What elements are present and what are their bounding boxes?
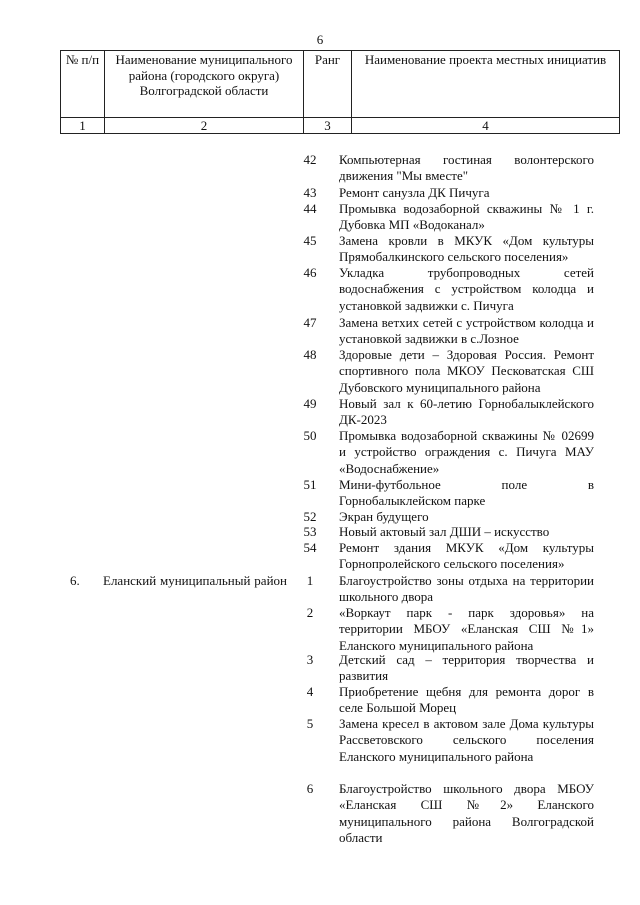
- rank-cell: 4: [306, 684, 314, 699]
- rank-cell: 47: [303, 315, 317, 330]
- page-number: 6: [316, 32, 324, 47]
- rank-cell: 46: [303, 265, 317, 280]
- rank-cell: 50: [303, 428, 317, 443]
- project-cell: Новый зал к 60-летию Горнобалыклейского ДК-2023: [339, 396, 594, 428]
- rank-cell: 49: [303, 396, 317, 411]
- project-cell: Замена кресел в актовом зале Дома культуры Рассветовского сельского поселения Еланского муниципального района: [339, 716, 594, 764]
- rank-cell: 3: [306, 652, 314, 667]
- project-cell: Ремонт здания МКУК «Дом культуры Горнопролейского сельского поселения»: [339, 540, 594, 572]
- project-cell: Мини-футбольное поле в Горнобалыклейском парке: [339, 477, 594, 509]
- rank-cell: 44: [303, 201, 317, 216]
- rank-cell: 54: [303, 540, 317, 555]
- header-column-index-4: 4: [352, 118, 620, 134]
- header-project-column: Наименование проекта местных инициатив: [352, 51, 620, 118]
- rank-cell: 6: [306, 781, 314, 796]
- project-cell: Замена ветхих сетей с устройством колодца и установкой задвижки в с.Лозное: [339, 315, 594, 347]
- district-cell: Еланский муниципальный район: [103, 573, 287, 588]
- project-cell: Экран будущего: [339, 509, 429, 524]
- project-cell: Замена кровли в МКУК «Дом культуры Прямобалкинского сельского поселения»: [339, 233, 594, 265]
- rank-cell: 5: [306, 716, 314, 731]
- header-district-column: Наименование муниципального района (городского округа) Волгоградской области: [105, 51, 304, 118]
- rank-cell: 42: [303, 152, 317, 167]
- project-cell: Приобретение щебня для ремонта дорог в селе Большой Морец: [339, 684, 594, 716]
- project-cell: «Воркаут парк - парк здоровья» на территории МБОУ «Еланская СШ №1» Еланского муниципального района: [339, 605, 594, 653]
- header-column-index-2: 2: [105, 118, 304, 134]
- header-number-column: № п/п: [61, 51, 105, 118]
- rank-cell: 45: [303, 233, 317, 248]
- project-cell: Компьютерная гостиная волонтерского движения "Мы вместе": [339, 152, 594, 184]
- rank-cell: 51: [303, 477, 317, 492]
- rank-cell: 53: [303, 524, 317, 539]
- rank-cell: 43: [303, 185, 317, 200]
- rank-cell: 2: [306, 605, 314, 620]
- rank-cell: 1: [306, 573, 314, 588]
- project-cell: Укладка трубопроводных сетей водоснабжения с устройством колодца и установкой задвижки с. Пичуга: [339, 265, 594, 313]
- rank-cell: 52: [303, 509, 317, 524]
- row-number-cell: 6.: [70, 573, 80, 588]
- project-cell: Ремонт санузла ДК Пичуга: [339, 185, 490, 200]
- header-column-index-3: 3: [304, 118, 352, 134]
- project-cell: Благоустройство зоны отдыха на территории школьного двора: [339, 573, 594, 605]
- project-cell: Новый актовый зал ДШИ – искусство: [339, 524, 550, 539]
- project-cell: Промывка водозаборной скважины № 02699 и устройство ограждения с. Пичуга МАУ «Водоснабжение»: [339, 428, 594, 476]
- project-cell: Детский сад – территория творчества и развития: [339, 652, 594, 684]
- project-cell: Здоровые дети – Здоровая Россия. Ремонт спортивного пола МКОУ Песковатская СШ Дубовского муниципального района: [339, 347, 594, 395]
- header-rank-column: Ранг: [304, 51, 352, 118]
- header-column-index-1: 1: [61, 118, 105, 134]
- table-header: [60, 50, 620, 134]
- project-cell: Благоустройство школьного двора МБОУ «Еланская СШ №2» Еланского муниципального района Волгоградской области: [339, 781, 594, 846]
- project-cell: Промывка водозаборной скважины № 1 г. Дубовка МП «Водоканал»: [339, 201, 594, 233]
- rank-cell: 48: [303, 347, 317, 362]
